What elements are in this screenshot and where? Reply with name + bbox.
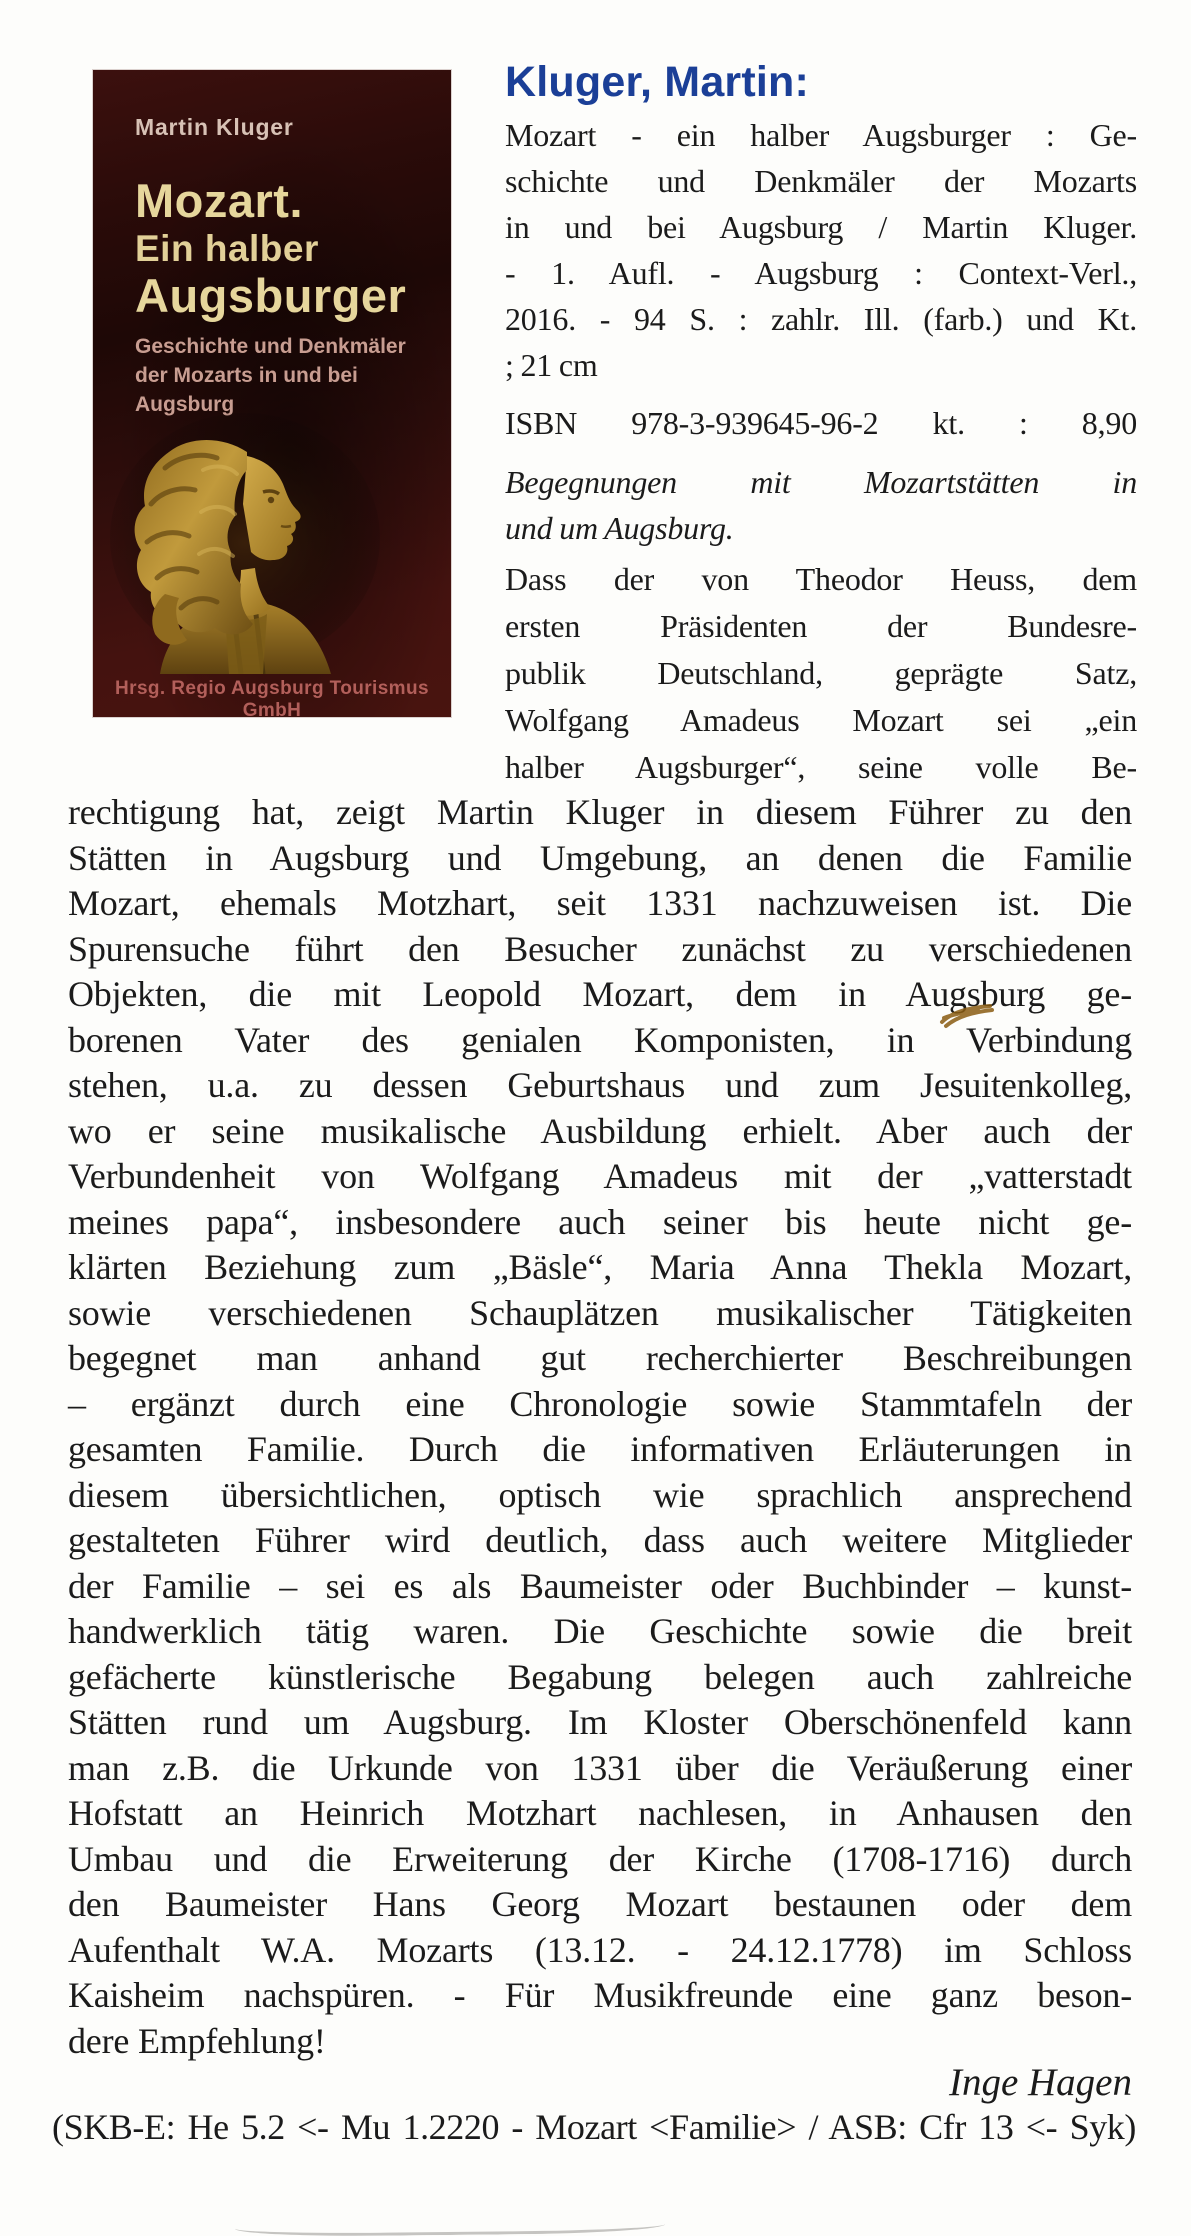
bibliography-block	[505, 112, 1137, 388]
review-body-line: wo er seine musikalische Ausbildung erhielt. Aber auch der	[68, 1110, 1132, 1151]
review-body-line: Stätten in Augsburg und Umgebung, an denen die Familie	[68, 837, 1132, 878]
review-body-line: handwerklich tätig waren. Die Geschichte sowie die breit	[68, 1611, 1132, 1651]
scan-smudge-artifact	[235, 2216, 665, 2236]
pen-mark-artifact	[938, 1000, 996, 1030]
review-intro	[505, 556, 1137, 791]
cover-subtitle-line1: Geschichte und Denkmäler	[135, 335, 406, 358]
review-body-line: Aufenthalt W.A. Mozarts (13.12. - 24.12.1778) im Schloss	[68, 1929, 1132, 1970]
review-body-line: gestalteten Führer wird deutlich, dass auch weitere Mitglieder	[68, 1520, 1132, 1560]
review-body-line: borenen Vater des genialen Komponisten, in Verbindung	[68, 1019, 1132, 1060]
cover-title-line1: Mozart.	[135, 174, 303, 227]
review-body-line: diesem übersichtlichen, optisch wie sprachlich ansprechend	[68, 1474, 1132, 1515]
mozart-bust-image	[105, 408, 385, 674]
bibliography-line: ; 21 cm	[505, 347, 598, 383]
review-body-line: – ergänzt durch eine Chronologie sowie Stammtafeln der	[68, 1383, 1132, 1424]
review-body-line: begegnet man anhand gut recherchierter Beschreibungen	[68, 1338, 1132, 1378]
bibliography-line: in und bei Augsburg / Martin Kluger.	[505, 209, 1137, 245]
isbn-line: ISBN 978-3-939645-96-2 kt. : 8,90	[505, 405, 1137, 441]
review-subtitle	[505, 459, 1137, 551]
bibliography-line: 2016. - 94 S. : zahlr. Ill. (farb.) und Kt.	[505, 301, 1137, 337]
reviewer-signature: Inge Hagen	[948, 2061, 1132, 2104]
cover-publisher-note: Hrsg. Regio Augsburg Tourismus GmbH	[115, 678, 429, 721]
review-subtitle-line: und um Augsburg.	[505, 510, 734, 546]
classification-line: (SKB-E: He 5.2 <- Mu 1.2220 - Mozart <Familie> / ASB: Cfr 13 <- Syk)	[52, 2107, 1136, 2147]
cover-title	[135, 174, 406, 322]
review-subtitle-line: Begegnungen mit Mozartstätten in	[505, 464, 1137, 500]
bibliography-line: - 1. Aufl. - Augsburg : Context-Verl.,	[505, 255, 1137, 291]
review-intro-line: Dass der von Theodor Heuss, dem	[505, 561, 1137, 597]
review-intro-line: ersten Präsidenten der Bundesre-	[505, 608, 1137, 644]
review-body-line: klärten Beziehung zum „Bäsle“, Maria Anna Thekla Mozart,	[68, 1247, 1132, 1287]
review-body-line: Spurensuche führt den Besucher zunächst zu verschiedenen	[68, 928, 1132, 969]
cover-title-line3: Augsburger	[135, 269, 407, 322]
review-body-line: Stätten rund um Augsburg. Im Kloster Oberschönenfeld kann	[68, 1702, 1132, 1742]
review-body-line: den Baumeister Hans Georg Mozart bestaunen oder dem	[68, 1884, 1132, 1924]
review-body-line: Hofstatt an Heinrich Motzhart nachlesen, in Anhausen den	[68, 1793, 1132, 1833]
author-heading: Kluger, Martin:	[505, 58, 810, 106]
review-body-line: rechtigung hat, zeigt Martin Kluger in diesem Führer zu den	[68, 792, 1132, 832]
cover-subtitle-line2: der Mozarts in und bei Augsburg	[135, 364, 358, 416]
review-body-line: stehen, u.a. zu dessen Geburtshaus und zum Jesuitenkolleg,	[68, 1065, 1132, 1105]
review-body-line: der Familie – sei es als Baumeister oder Buchbinder – kunst-	[68, 1565, 1132, 1606]
review-body-line: Kaisheim nachspüren. - Für Musikfreunde eine ganz beson-	[68, 1975, 1132, 2015]
review-body-line: Umbau und die Erweiterung der Kirche (1708-1716) durch	[68, 1838, 1132, 1879]
review-body-line: Mozart, ehemals Motzhart, seit 1331 nachzuweisen ist. Die	[68, 883, 1132, 923]
review-body-line: sowie verschiedenen Schauplätzen musikalischer Tätigkeiten	[68, 1292, 1132, 1333]
review-intro-line: Wolfgang Amadeus Mozart sei „ein	[505, 702, 1137, 738]
review-body-line: dere Empfehlung!	[68, 2020, 326, 2061]
review-intro-line: halber Augsburger“, seine volle Be-	[505, 749, 1137, 785]
review-body-line: man z.B. die Urkunde von 1331 über die Veräußerung einer	[68, 1747, 1132, 1788]
review-body-line: meines papa“, insbesondere auch seiner bis heute nicht ge-	[68, 1201, 1132, 1242]
cover-title-line2: Ein halber	[135, 228, 319, 269]
bibliography-line: schichte und Denkmäler der Mozarts	[505, 163, 1137, 199]
book-cover	[93, 70, 451, 721]
cover-author: Martin Kluger	[135, 114, 294, 140]
review-body	[68, 790, 1132, 2064]
review-body-line: Verbundenheit von Wolfgang Amadeus mit der „vatterstadt	[68, 1156, 1132, 1196]
review-body-line: gesamten Familie. Durch die informativen Erläuterungen in	[68, 1429, 1132, 1469]
cover-subtitle	[135, 332, 451, 419]
review-body-line: Objekten, die mit Leopold Mozart, dem in Augsburg ge-	[68, 974, 1132, 1014]
bibliography-line: Mozart - ein halber Augsburger : Ge-	[505, 117, 1137, 153]
review-intro-line: publik Deutschland, geprägte Satz,	[505, 655, 1137, 691]
review-body-line: gefächerte künstlerische Begabung belegen auch zahlreiche	[68, 1656, 1132, 1697]
